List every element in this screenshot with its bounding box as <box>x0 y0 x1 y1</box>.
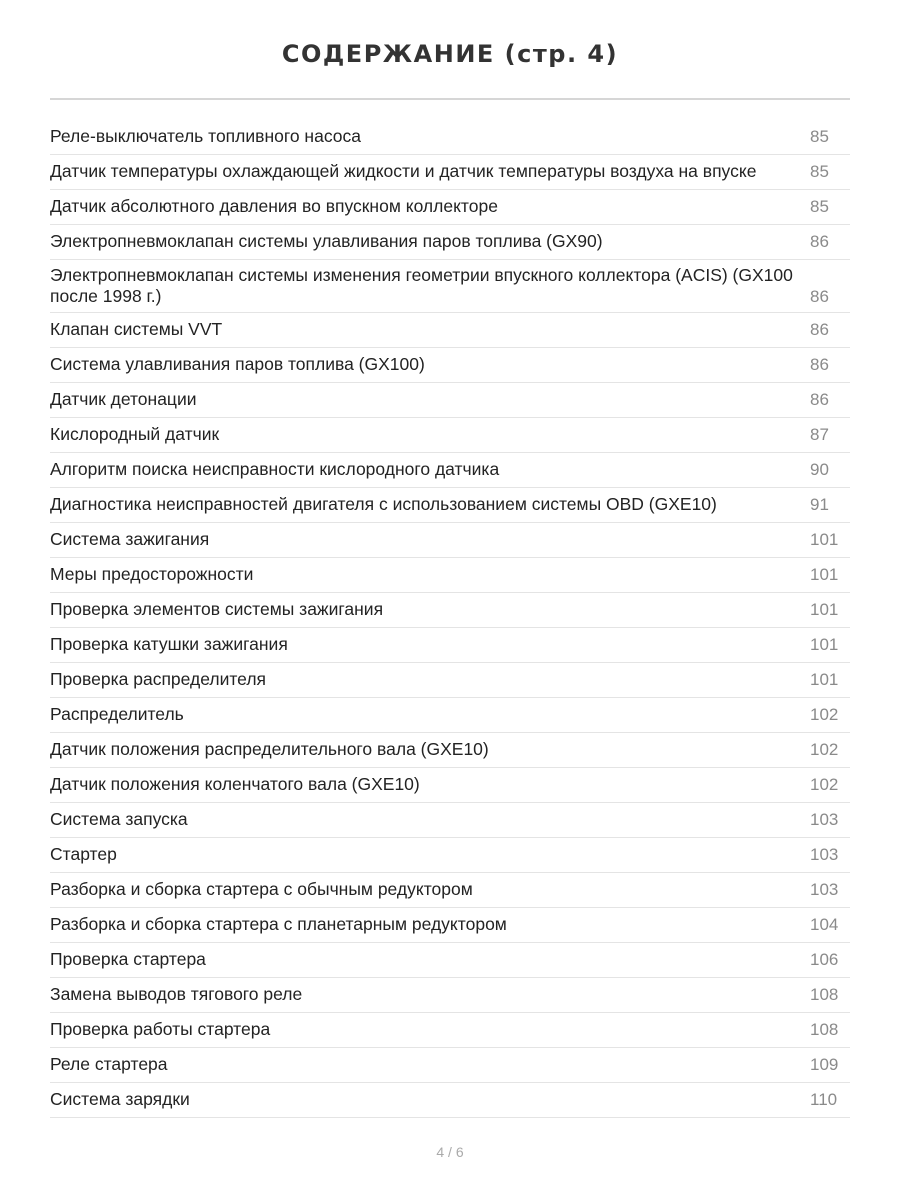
toc-entry-page-number: 106 <box>810 950 839 969</box>
toc-entry-page-number: 101 <box>810 600 839 619</box>
toc-entry-page-number: 86 <box>810 355 829 374</box>
toc-entry-label: Электропневмоклапан системы улавливания паров топлива (GX90) <box>50 231 603 251</box>
toc-entry-label: Проверка работы стартера <box>50 1019 271 1039</box>
toc-entry-label: Система зажигания <box>50 529 210 549</box>
toc-entry-page-number: 85 <box>810 162 829 181</box>
toc-entry[interactable] <box>50 383 850 418</box>
toc-entry[interactable] <box>50 190 850 225</box>
toc-entry-page-number: 91 <box>810 495 829 514</box>
toc-entry-page-number: 102 <box>810 775 839 794</box>
toc-entry-label: Распределитель <box>50 704 184 724</box>
toc-entry[interactable] <box>50 593 850 628</box>
toc-entry-page-number: 103 <box>810 880 839 899</box>
toc-entry-page-number: 101 <box>810 635 839 654</box>
toc-entry-label: Стартер <box>50 844 117 864</box>
toc-entry-label: Клапан системы VVT <box>50 319 223 339</box>
toc-entry-label: Система улавливания паров топлива (GX100) <box>50 354 425 374</box>
toc-entry-label: Меры предосторожности <box>50 564 254 584</box>
toc-entry-page-number: 101 <box>810 565 839 584</box>
toc-entry[interactable] <box>50 260 850 313</box>
toc-entry-label: Система запуска <box>50 809 188 829</box>
toc-entry[interactable] <box>50 1013 850 1048</box>
toc-entry[interactable] <box>50 1048 850 1083</box>
toc-entry[interactable] <box>50 978 850 1013</box>
toc-entry[interactable] <box>50 418 850 453</box>
toc-entry[interactable] <box>50 558 850 593</box>
page-indicator: 4 / 6 <box>436 1144 464 1160</box>
toc-entry-page-number: 86 <box>810 320 829 339</box>
toc-entry-page-number: 86 <box>810 390 829 409</box>
toc-entry-page-number: 101 <box>810 670 839 689</box>
toc-entry-label: Кислородный датчик <box>50 424 220 444</box>
toc-entry[interactable] <box>50 120 850 155</box>
table-of-contents <box>50 120 850 1118</box>
toc-entry[interactable] <box>50 733 850 768</box>
toc-entry-label: Реле-выключатель топливного насоса <box>50 126 361 146</box>
toc-entry-page-number: 109 <box>810 1055 839 1074</box>
toc-entry[interactable] <box>50 698 850 733</box>
toc-entry-label: Проверка стартера <box>50 949 206 969</box>
toc-entry[interactable] <box>50 908 850 943</box>
toc-entry-page-number: 102 <box>810 705 839 724</box>
toc-entry-label: Проверка катушки зажигания <box>50 634 288 654</box>
toc-entry-page-number: 104 <box>810 915 839 934</box>
toc-entry-label: Замена выводов тягового реле <box>50 984 303 1004</box>
toc-entry-label: Датчик абсолютного давления во впускном коллекторе <box>50 196 498 216</box>
toc-entry-label: Разборка и сборка стартера с планетарным редуктором <box>50 914 507 934</box>
toc-entry-label: Проверка распределителя <box>50 669 267 689</box>
toc-entry-label: Система зарядки <box>50 1089 190 1109</box>
toc-entry-page-number: 85 <box>810 127 829 146</box>
toc-entry[interactable] <box>50 155 850 190</box>
toc-entry-page-number: 85 <box>810 197 829 216</box>
toc-entry-label: Датчик детонации <box>50 389 197 409</box>
toc-entry-page-number: 90 <box>810 460 829 479</box>
toc-entry[interactable] <box>50 803 850 838</box>
toc-entry-page-number: 101 <box>810 530 839 549</box>
toc-entry[interactable] <box>50 488 850 523</box>
toc-entry-label: Алгоритм поиска неисправности кислородного датчика <box>50 459 500 479</box>
toc-entry-page-number: 108 <box>810 985 839 1004</box>
toc-entry[interactable] <box>50 1083 850 1118</box>
toc-entry-page-number: 87 <box>810 425 829 444</box>
toc-entry-label: Электропневмоклапан системы изменения геометрии впускного коллектора (ACIS) (GX100 после 1998 г.) <box>50 265 793 306</box>
toc-entry[interactable] <box>50 943 850 978</box>
toc-entry-label: Разборка и сборка стартера с обычным редуктором <box>50 879 473 899</box>
toc-entry-page-number: 103 <box>810 810 839 829</box>
toc-entry[interactable] <box>50 453 850 488</box>
toc-entry-label: Диагностика неисправностей двигателя с использованием системы OBD (GXE10) <box>50 494 717 514</box>
toc-entry[interactable] <box>50 873 850 908</box>
toc-entry-page-number: 86 <box>810 232 829 251</box>
toc-entry[interactable] <box>50 768 850 803</box>
page-title: СОДЕРЖАНИЕ (стр. 4) <box>281 40 619 68</box>
toc-entry-label: Датчик положения коленчатого вала (GXE10) <box>50 774 420 794</box>
toc-entry[interactable] <box>50 663 850 698</box>
toc-entry-label: Реле стартера <box>50 1054 168 1074</box>
toc-entry[interactable] <box>50 523 850 558</box>
toc-entry-page-number: 108 <box>810 1020 839 1039</box>
toc-entry-page-number: 110 <box>810 1090 838 1109</box>
toc-entry[interactable] <box>50 225 850 260</box>
toc-entry-page-number: 103 <box>810 845 839 864</box>
toc-entry-page-number: 86 <box>810 287 829 306</box>
toc-entry-label: Датчик положения распределительного вала (GXE10) <box>50 739 489 759</box>
toc-entry[interactable] <box>50 313 850 348</box>
toc-entry[interactable] <box>50 348 850 383</box>
toc-entry[interactable] <box>50 628 850 663</box>
toc-entry[interactable] <box>50 838 850 873</box>
title-divider <box>50 98 850 100</box>
toc-entry-label: Датчик температуры охлаждающей жидкости и датчик температуры воздуха на впуске <box>50 161 757 181</box>
toc-entry-label: Проверка элементов системы зажигания <box>50 599 384 619</box>
toc-entry-page-number: 102 <box>810 740 839 759</box>
